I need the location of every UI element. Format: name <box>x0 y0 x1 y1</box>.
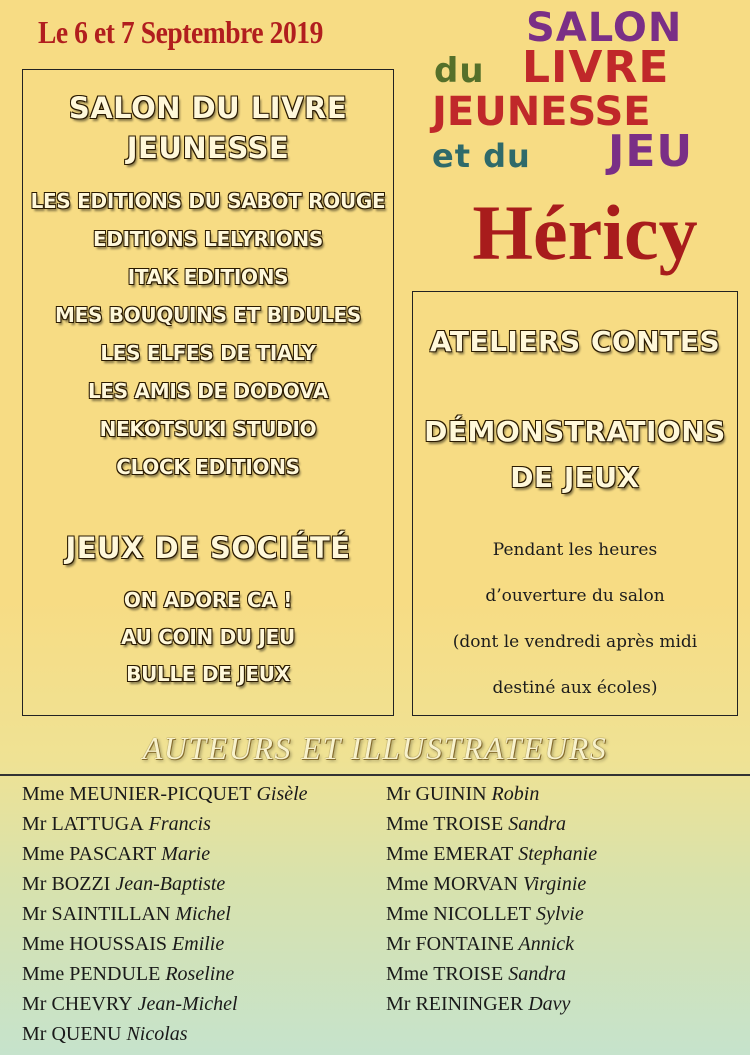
author-entry <box>386 929 597 959</box>
activities-box <box>412 291 738 716</box>
author-first-name: Stephanie <box>518 843 598 865</box>
game-shop-item: BULLE DE JEUX <box>126 662 290 686</box>
author-entry <box>22 779 308 809</box>
logo-jeu: JEU <box>608 126 694 177</box>
author-first-name: Annick <box>518 933 575 955</box>
author-first-name: Jean-Michel <box>137 993 238 1015</box>
author-last-name: QUENU <box>51 1023 122 1045</box>
publisher-item: ITAK EDITIONS <box>127 265 289 289</box>
author-last-name: PASCART <box>69 843 157 865</box>
logo-jeunesse: JEUNESSE <box>432 89 651 135</box>
author-last-name: GUININ <box>415 783 487 805</box>
author-last-name: MEUNIER-PICQUET <box>69 783 252 805</box>
publisher-item: EDITIONS LELYRIONS <box>92 227 323 251</box>
publisher-item: LES AMIS DE DODOVA <box>87 379 329 403</box>
info-line: Pendant les heures <box>492 540 658 560</box>
author-entry <box>386 959 597 989</box>
author-last-name: HOUSSAIS <box>69 933 168 955</box>
author-civility: Mr <box>386 993 411 1015</box>
author-entry <box>386 869 597 899</box>
author-last-name: TROISE <box>433 813 504 835</box>
author-civility: Mme <box>386 903 429 925</box>
author-last-name: FONTAINE <box>415 933 514 955</box>
author-last-name: CHEVRY <box>51 993 133 1015</box>
author-first-name: Roseline <box>165 963 235 985</box>
author-entry <box>22 1019 308 1049</box>
author-first-name: Virginie <box>522 873 587 895</box>
author-first-name: Emilie <box>172 933 225 955</box>
author-entry <box>386 839 597 869</box>
author-entry <box>22 959 308 989</box>
author-entry <box>22 989 308 1019</box>
event-date: Le 6 et 7 Septembre 2019 <box>38 14 323 50</box>
author-civility: Mme <box>386 843 429 865</box>
salon-title-line1: SALON DU LIVRE <box>68 91 348 125</box>
authors-title: AUTEURS ET ILLUSTRATEURS <box>142 730 608 766</box>
city-name: Héricy <box>472 189 698 276</box>
author-entry <box>386 899 597 929</box>
authors-divider <box>0 774 750 776</box>
author-first-name: Jean-Baptiste <box>115 873 226 895</box>
authors-left-column <box>22 779 308 1049</box>
author-entry <box>386 809 597 839</box>
publisher-item: NEKOTSUKI STUDIO <box>99 417 317 441</box>
publishers-box <box>22 69 394 716</box>
author-civility: Mme <box>22 963 65 985</box>
author-entry <box>22 929 308 959</box>
author-civility: Mme <box>22 783 65 805</box>
demonstrations-title-line2: DE JEUX <box>510 461 640 494</box>
author-civility: Mme <box>386 873 429 895</box>
author-civility: Mr <box>22 903 47 925</box>
author-civility: Mr <box>22 993 47 1015</box>
author-last-name: LATTUGA <box>51 813 144 835</box>
author-first-name: Sandra <box>508 963 567 985</box>
author-civility: Mr <box>386 933 411 955</box>
author-first-name: Davy <box>528 993 571 1015</box>
author-last-name: SAINTILLAN <box>51 903 171 925</box>
info-line: d’ouverture du salon <box>485 586 665 606</box>
logo-livre: LIVRE <box>522 42 670 93</box>
author-last-name: NICOLLET <box>433 903 531 925</box>
author-first-name: Robin <box>491 783 540 805</box>
publisher-item: LES EDITIONS DU SABOT ROUGE <box>30 189 386 213</box>
author-last-name: MORVAN <box>433 873 518 895</box>
author-civility: Mme <box>22 843 65 865</box>
author-civility: Mr <box>22 813 47 835</box>
logo-et-du: et du <box>432 137 531 175</box>
author-first-name: Sylvie <box>535 903 584 925</box>
demonstrations-title-line1: DÉMONSTRATIONS <box>424 415 726 448</box>
ateliers-title: ATELIERS CONTES <box>429 325 721 358</box>
author-last-name: TROISE <box>433 963 504 985</box>
author-entry <box>22 899 308 929</box>
author-last-name: PENDULE <box>69 963 161 985</box>
author-last-name: BOZZI <box>51 873 111 895</box>
author-first-name: Michel <box>175 903 231 925</box>
author-first-name: Nicolas <box>126 1023 188 1045</box>
author-entry <box>22 809 308 839</box>
salon-title-line2: JEUNESSE <box>126 131 290 165</box>
author-entry <box>22 869 308 899</box>
logo-salon: SALON <box>526 5 683 51</box>
author-civility: Mme <box>386 813 429 835</box>
info-line: (dont le vendredi après midi <box>452 632 698 652</box>
authors-right-column <box>386 779 597 1019</box>
author-first-name: Gisèle <box>256 783 308 805</box>
author-first-name: Francis <box>148 813 211 835</box>
publisher-item: LES ELFES DE TIALY <box>100 341 316 365</box>
author-civility: Mr <box>22 1023 47 1045</box>
game-shop-item: AU COIN DU JEU <box>121 625 295 649</box>
author-first-name: Sandra <box>508 813 567 835</box>
author-entry <box>386 989 597 1019</box>
author-entry <box>386 779 597 809</box>
info-line: destiné aux écoles) <box>492 678 658 698</box>
author-civility: Mme <box>22 933 65 955</box>
author-last-name: EMERAT <box>433 843 514 865</box>
publisher-item: CLOCK EDITIONS <box>116 455 300 479</box>
logo-du: du <box>434 51 485 91</box>
games-title: JEUX DE SOCIÉTÉ <box>65 531 351 565</box>
publisher-item: MES BOUQUINS ET BIDULES <box>55 303 361 327</box>
author-civility: Mme <box>386 963 429 985</box>
author-entry <box>22 839 308 869</box>
author-civility: Mr <box>386 783 411 805</box>
author-civility: Mr <box>22 873 47 895</box>
author-first-name: Marie <box>161 843 211 865</box>
author-last-name: REININGER <box>415 993 524 1015</box>
game-shop-item: ON ADORE CA ! <box>123 588 293 612</box>
